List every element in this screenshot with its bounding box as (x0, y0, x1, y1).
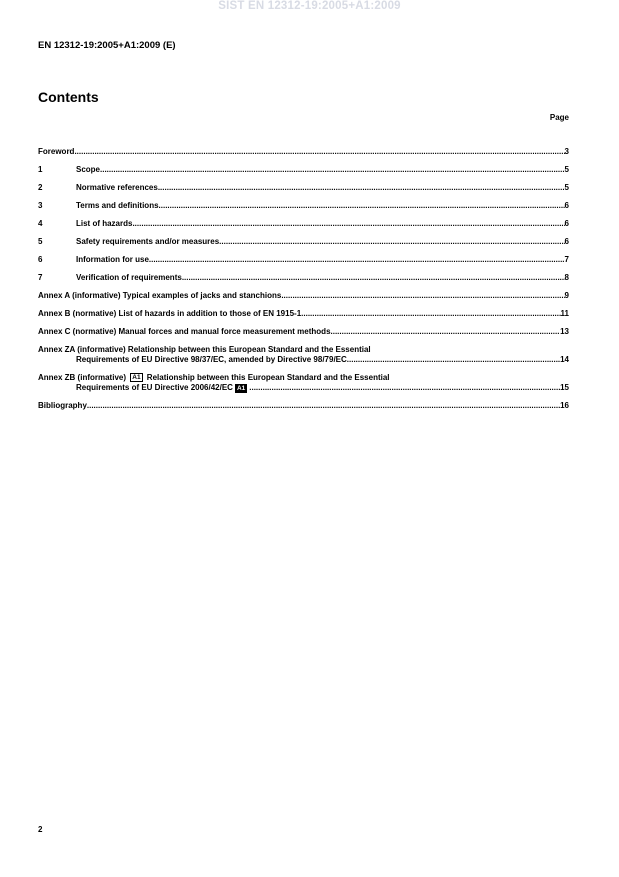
amendment-end-marker: A1 (236, 385, 246, 392)
toc-label: List of hazards (76, 219, 133, 228)
toc-leader-dots (281, 291, 564, 301)
table-of-contents (38, 147, 569, 419)
toc-label: Foreword (38, 147, 75, 156)
toc-entry-bibliography[interactable] (38, 401, 569, 411)
toc-entry-annex-zb[interactable] (38, 373, 569, 393)
toc-label: Safety requirements and/or measures (76, 237, 220, 246)
toc-label: Verification of requirements (76, 273, 182, 282)
toc-entry-annex-b[interactable] (38, 309, 569, 319)
toc-entry-safety-requirements[interactable] (38, 237, 569, 247)
toc-leader-dots (74, 147, 564, 157)
toc-leader-dots (331, 327, 561, 337)
toc-page-number: 9 (564, 291, 569, 300)
toc-section-number: 5 (38, 237, 43, 246)
toc-label-line1: Annex ZA (informative) Relationship between this European Standard and the Essential (38, 345, 371, 354)
toc-leader-dots (182, 273, 565, 283)
toc-entry-terms-and-definitions[interactable] (38, 201, 569, 211)
toc-label: Terms and definitions (76, 201, 159, 210)
toc-label: Requirements of EU Directive 98/37/EC, amended by Directive 98/79/EC (76, 355, 347, 364)
amendment-start-marker: A1 (132, 374, 141, 381)
toc-section-number: 4 (38, 219, 43, 228)
toc-page-number: 15 (560, 383, 569, 392)
toc-label: Requirements of EU Directive 2006/42/EC (76, 383, 233, 392)
toc-entry-verification-of-requirements[interactable] (38, 273, 569, 283)
toc-page-number: 16 (560, 401, 569, 410)
toc-section-number: 7 (38, 273, 43, 282)
toc-label-line1: Relationship between this European Standard and the Essential (146, 373, 390, 382)
toc-section-number: 2 (38, 183, 43, 192)
toc-label: Annex B (normative) List of hazards in addition to those of EN 1915-1 (38, 309, 302, 318)
toc-page-number: 6 (564, 219, 569, 228)
document-id: EN 12312-19:2005+A1:2009 (E) (38, 40, 176, 51)
toc-page-number: 14 (560, 355, 569, 364)
page-column-label: Page (549, 113, 569, 122)
page-title: Contents (38, 89, 99, 105)
toc-leader-dots (219, 237, 564, 247)
toc-entry-foreword[interactable] (38, 147, 569, 157)
toc-label: Annex C (normative) Manual forces and manual force measurement methods (38, 327, 331, 336)
toc-leader-dots (149, 255, 565, 265)
toc-label-prefix: Annex ZB (informative) (38, 373, 127, 382)
watermark: SIST EN 12312-19:2005+A1:2009 (218, 0, 401, 12)
toc-entry-annex-c[interactable] (38, 327, 569, 337)
toc-section-number: 3 (38, 201, 43, 210)
toc-leader-dots (87, 401, 560, 411)
toc-label: Bibliography (38, 401, 87, 410)
toc-page-number: 5 (564, 165, 569, 174)
toc-entry-scope[interactable] (38, 165, 569, 175)
toc-label: Annex A (informative) Typical examples of jacks and stanchions (38, 291, 282, 300)
toc-entry-normative-references[interactable] (38, 183, 569, 193)
toc-leader-dots (159, 201, 565, 211)
toc-leader-dots (132, 219, 564, 229)
toc-page-number: 8 (564, 273, 569, 282)
toc-entry-list-of-hazards[interactable] (38, 219, 569, 229)
toc-page-number: 11 (560, 309, 569, 318)
toc-leader-dots (347, 355, 560, 365)
toc-page-number: 6 (564, 237, 569, 246)
toc-label: Information for use (76, 255, 149, 264)
toc-entry-annex-a[interactable] (38, 291, 569, 301)
toc-leader-dots (100, 165, 565, 175)
toc-page-number: 6 (564, 201, 569, 210)
toc-leader-dots (158, 183, 565, 193)
toc-page-number: 5 (564, 183, 569, 192)
page-number: 2 (38, 825, 43, 834)
toc-leader-dots (301, 309, 560, 319)
toc-section-number: 1 (38, 165, 43, 174)
toc-label: Normative references (76, 183, 158, 192)
toc-label: Scope (76, 165, 101, 174)
toc-leader-dots (249, 383, 560, 393)
toc-entry-annex-za[interactable] (38, 345, 569, 365)
toc-page-number: 3 (564, 147, 569, 156)
toc-page-number: 13 (560, 327, 569, 336)
toc-page-number: 7 (564, 255, 569, 264)
toc-entry-information-for-use[interactable] (38, 255, 569, 265)
toc-section-number: 6 (38, 255, 43, 264)
